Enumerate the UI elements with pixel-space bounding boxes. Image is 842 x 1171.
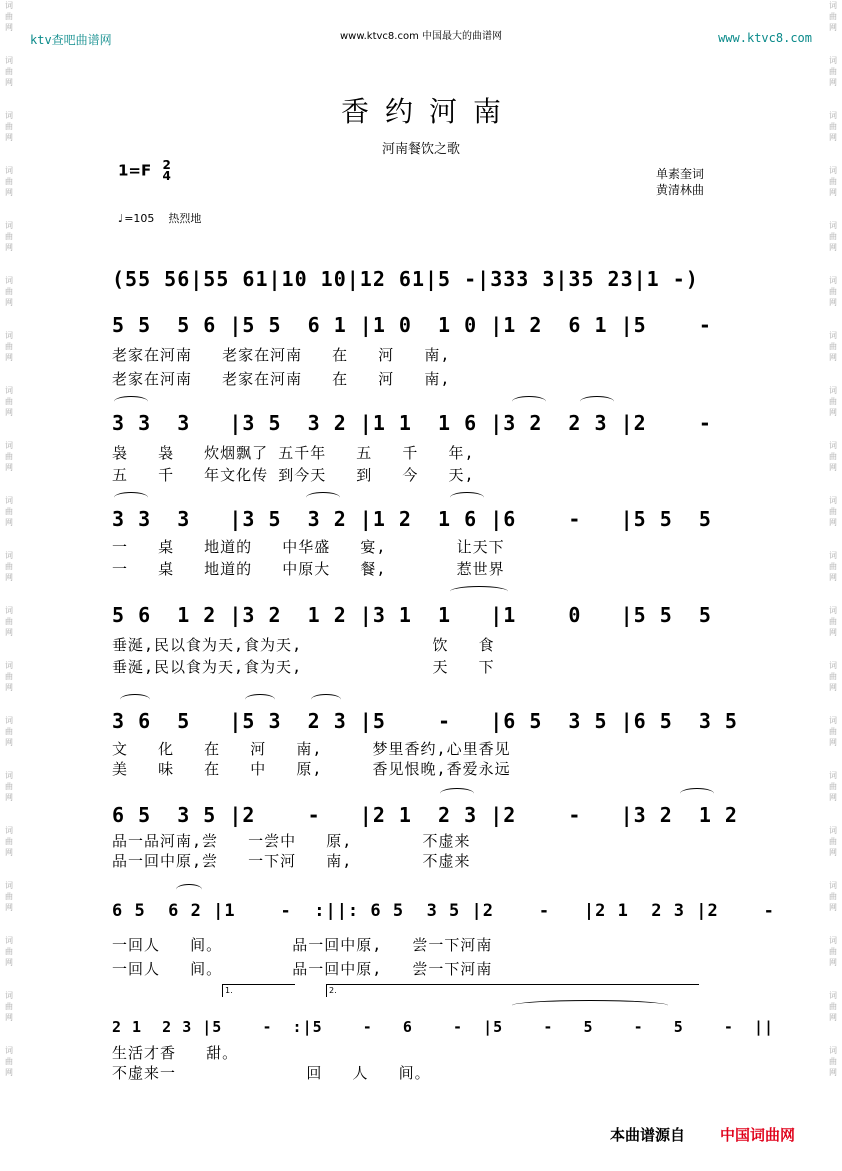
slur-mark (440, 788, 474, 799)
slur-mark (450, 492, 484, 503)
slur-mark (176, 884, 202, 895)
volta-second-ending: 2. (326, 984, 699, 997)
side-watermark-right: 词 曲 网 词 曲 网 词 曲 网 词 曲 网 词 曲 网 词 曲 网 词 曲 网 词 曲 网 词 曲 网 词 曲 网 词 曲 网 词 曲 网 词 曲 网 词 曲 网 词 曲 网 词 曲 网 词 曲 网 词 曲 网 词 曲 网 词 曲 网 (829, 1, 837, 1077)
time-top: 2 (162, 158, 171, 172)
music-notation: 3 3 3 |3 5 3 2 |1 1 1 6 |3 2 2 3 |2 - (112, 411, 712, 435)
music-notation: 6 5 3 5 |2 - |2 1 2 3 |2 - |3 2 1 2 (112, 803, 738, 827)
score-row-6 (0, 800, 842, 870)
song-title: 香约河南 (340, 95, 517, 128)
time-bottom: 4 (162, 169, 171, 183)
time-signature (163, 160, 171, 182)
music-notation: 3 6 5 |5 3 2 3 |5 - |6 5 3 5 |6 5 3 5 (112, 709, 738, 733)
composer-credit: 黄清林曲 (656, 183, 705, 197)
slur-mark (114, 396, 148, 407)
slur-mark (680, 788, 714, 799)
lyric-line-2: 美 味 在 中 原, 香见恨晚,香爱永远 (112, 760, 511, 778)
key-label: 1=F (118, 161, 152, 180)
lyric-line-2: 垂涎,民以食为天,食为天, 天 下 (112, 658, 495, 676)
music-notation: 6 5 6 2 |1 - :||: 6 5 3 5 |2 - |2 1 2 3 |2 - (112, 901, 775, 921)
lyric-line-1: 一 桌 地道的 中华盛 宴, 让天下 (112, 538, 505, 556)
lyric-line-2: 不虚来一 回 人 间。 (112, 1064, 431, 1082)
song-subtitle: 河南餐饮之歌 (381, 142, 460, 157)
slur-mark (512, 1000, 668, 1011)
header-site-name[interactable]: ktv查吧曲谱网 (30, 33, 112, 47)
score-row-5 (0, 706, 842, 778)
lyric-line-2: 一 桌 地道的 中原大 餐, 惹世界 (112, 560, 505, 578)
lyric-line-1: 老家在河南 老家在河南 在 河 南, (112, 346, 451, 364)
slur-mark (120, 694, 150, 705)
score-row-7 (0, 896, 842, 978)
tempo-expression: 热烈地 (168, 212, 202, 225)
music-notation: 2 1 2 3 |5 - :|5 - 6 - |5 - 5 - 5 - || (112, 1018, 775, 1036)
volta-first-ending: 1. (222, 984, 295, 997)
header-site-url[interactable]: www.ktvc8.com (718, 31, 812, 45)
score-row-1 (0, 310, 842, 388)
lyric-line-1: 文 化 在 河 南, 梦里香约,心里香见 (112, 740, 511, 758)
music-notation: (55 56|55 61|10 10|12 61|5 -|333 3|35 23|1 -) (112, 267, 699, 291)
key-signature (118, 160, 171, 182)
music-notation: 3 3 3 |3 5 3 2 |1 2 1 6 |6 - |5 5 5 (112, 507, 712, 531)
tempo-value: =105 (124, 212, 155, 225)
slur-mark (512, 396, 546, 407)
music-notation: 5 6 1 2 |3 2 1 2 |3 1 1 |1 0 |5 5 5 (112, 603, 712, 627)
header-center-text: www.ktvc8.com 中国最大的曲谱网 (339, 31, 502, 42)
quarter-note-icon: ♩ (118, 212, 124, 225)
score-row-4 (0, 600, 842, 676)
score-row-intro (0, 264, 842, 300)
lyric-line-1: 袅 袅 炊烟飘了 五千年 五 千 年, (112, 444, 475, 462)
lyric-line-1: 生活才香 甜。 (112, 1044, 239, 1062)
lyric-line-2: 五 千 年文化传 到今天 到 今 天, (112, 466, 475, 484)
score-row-3 (0, 504, 842, 578)
side-watermark-left: 词 曲 网 词 曲 网 词 曲 网 词 曲 网 词 曲 网 词 曲 网 词 曲 网 词 曲 网 词 曲 网 词 曲 网 词 曲 网 词 曲 网 词 曲 网 词 曲 网 词 曲 网 词 曲 网 词 曲 网 词 曲 网 词 曲 网 词 曲 网 (5, 1, 13, 1077)
slur-mark (114, 492, 148, 503)
score-row-8 (0, 1012, 842, 1082)
footer-source-label: 本曲谱源自 (610, 1126, 686, 1144)
slur-mark (580, 396, 614, 407)
slur-mark (245, 694, 275, 705)
music-notation: 5 5 5 6 |5 5 6 1 |1 0 1 0 |1 2 6 1 |5 - (112, 313, 712, 337)
lyric-line-2: 品一回中原,尝 一下河 南, 不虚来 (112, 852, 471, 870)
lyric-line-1: 垂涎,民以食为天,食为天, 饮 食 (112, 636, 495, 654)
slur-mark (450, 586, 508, 597)
tempo-marking (118, 210, 201, 226)
lyric-line-1: 一回人 间。 品一回中原, 尝一下河南 (112, 936, 493, 954)
footer-source-site[interactable]: 中国词曲网 (720, 1126, 796, 1144)
lyric-line-1: 品一品河南,尝 一尝中 原, 不虚来 (112, 832, 471, 850)
slur-mark (311, 694, 341, 705)
score-row-2 (0, 408, 842, 484)
lyricist-credit: 单素奎词 (656, 167, 705, 181)
slur-mark (306, 492, 340, 503)
lyric-line-2: 老家在河南 老家在河南 在 河 南, (112, 370, 451, 388)
lyric-line-2: 一回人 间。 品一回中原, 尝一下河南 (112, 960, 493, 978)
